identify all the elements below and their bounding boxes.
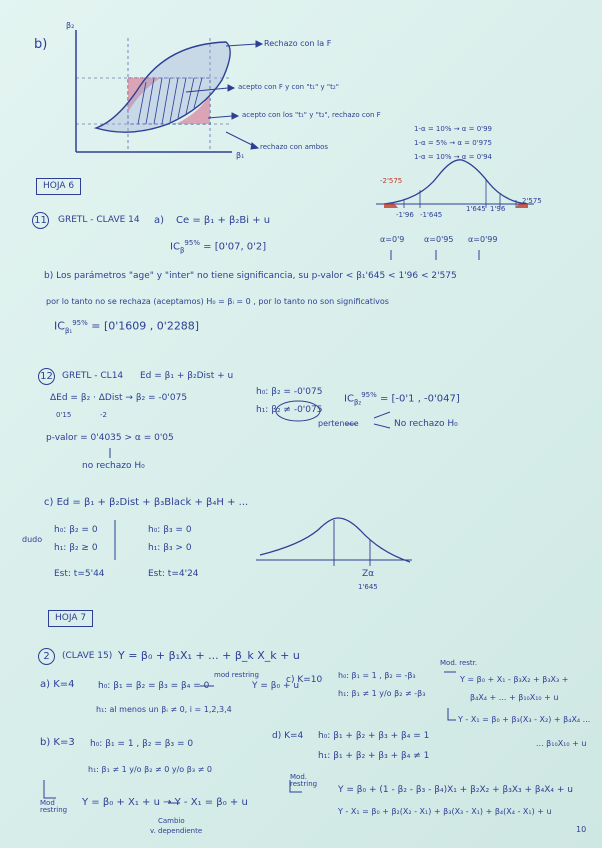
ex12-z-label: Zα [362, 569, 375, 579]
dist-tick: 1'645 [466, 205, 486, 213]
ex12-c-h1-2: h₁: β₃ > 0 [148, 543, 192, 553]
ex12-number-wrap [38, 368, 55, 385]
part-b-label: b) [34, 37, 48, 52]
ex2-a-result: Y = β₀ + u [252, 681, 300, 691]
ex11-part-b-text-2: por lo tanto no se rechaza (aceptamos) H₀ = βᵢ = 0 , por lo tanto no son significativos [46, 297, 389, 306]
annot-accept-t-reject-f: acepto con los "t₁" y "t₂", rechazo con F [242, 111, 381, 119]
ex12-pertenece: pertenece [318, 419, 359, 428]
ex2-a-label: a) K=4 [40, 679, 75, 690]
ex12-c-h0-2: h₀: β₃ = 0 [148, 525, 192, 535]
ex11-ic [170, 240, 266, 254]
ex12-c-h1-1: h₁: β₂ ≥ 0 [54, 543, 98, 553]
annot-reject-both: rechazo con ambos [260, 143, 329, 151]
alpha-line: 1-α = 10% → α = 0'94 [414, 153, 492, 161]
ex2-c-h1: h₁: β₁ ≠ 1 y/o β₂ ≠ -β₃ [338, 689, 426, 698]
ex2-c-result-1: Y = β₀ + X₁ - β₃X₂ + β₃X₃ + [460, 675, 569, 684]
ex2-model: Y = β₀ + β₁X₁ + ... + β_k X_k + u [118, 649, 300, 662]
ex12-header: GRETL - CL14 [62, 371, 124, 381]
ex2-d-h0: h₀: β₁ + β₂ + β₃ + β₄ = 1 [318, 731, 430, 741]
hoja7-title: HOJA 7 [48, 610, 93, 627]
ex12-no-rechazo-2: no rechazo H₀ [82, 461, 145, 471]
ex2-b-mod: Mod restring [40, 799, 68, 814]
ex2-b-label: b) K=3 [40, 737, 75, 748]
annot-accept-f-t: acepto con F y con "t₁" y "t₂" [238, 83, 339, 91]
dist-tick: -1'645 [420, 211, 443, 219]
ex12-pvalue: p-valor = 0'4035 > α = 0'05 [46, 433, 174, 443]
ic-sub: β₂ [353, 398, 362, 407]
ex2-c-result-3: Y - X₁ = β₀ + β₃(X₃ - X₂) + β₄X₄ ... [458, 715, 591, 724]
ex2-number: 2 [38, 648, 55, 665]
ex2-d-mod: Mod. restring [290, 773, 318, 788]
ex2-b-note-2: v. dependiente [150, 827, 203, 835]
ex12-ic [344, 392, 460, 406]
ex2-b-h0: h₀: β₁ = 1 , β₂ = β₃ = 0 [90, 739, 194, 749]
ex12-h1: h₁: β₂ ≠ -0'075 [256, 405, 323, 415]
ex2-a-mod: mod restring [214, 671, 259, 679]
alpha-col: α=0'95 [424, 235, 454, 244]
ex2-d-result-2: Y - X₁ = β₀ + β₂(X₂ - X₁) + β₃(X₃ - X₁) + β₄(X₄ - X₁) + u [338, 807, 552, 816]
ex12-side-label: dudo [22, 535, 43, 544]
ic-sub: β₁ [64, 326, 73, 335]
ex12-c-h0-1: h₀: β₂ = 0 [54, 525, 98, 535]
ic-value: = [0'1609 , 0'2288] [91, 319, 200, 333]
dist-tick: 1'96 [490, 205, 506, 213]
ic-value: = [-0'1 , -0'047] [379, 393, 460, 405]
ex2-d-h1: h₁: β₁ + β₂ + β₃ + β₄ ≠ 1 [318, 751, 430, 761]
ic-label: IC [170, 241, 180, 253]
ex11-number-wrap [32, 212, 49, 229]
ic-sup: 95% [72, 319, 88, 327]
ic-value: = [0'07, 0'2] [203, 241, 267, 253]
ic-sup: 95% [361, 391, 377, 399]
ex2-c-result-4: ... β₁₀X₁₀ + u [536, 739, 587, 748]
page-number: 10 [576, 825, 587, 834]
ex12-no-rechazo-1: No rechazo H₀ [394, 419, 458, 429]
ex2-b-note-1: Cambio [158, 817, 185, 825]
dist-tick: -1'96 [396, 211, 414, 219]
ex12-number: 12 [38, 368, 55, 385]
ic-label: IC [344, 393, 354, 405]
ex2-number-wrap [38, 648, 55, 665]
ex2-d-label: d) K=4 [272, 731, 304, 741]
ex11-ic2 [54, 320, 199, 335]
graph-y-axis-label: β₂ [66, 21, 75, 30]
alpha-col: α=0'99 [468, 235, 498, 244]
ic-label: IC [54, 319, 65, 333]
ex12-model: Ed = β₁ + β₂Dist + u [140, 371, 234, 381]
ex11-model: Ce = β₁ + β₂Bi + u [176, 215, 271, 226]
ex12-delta-line: ΔEd = β₂ · ΔDist → β₂ = -0'075 [50, 393, 188, 403]
ex2-a-h0: h₀: β₁ = β₂ = β₃ = β₄ = 0 [98, 681, 210, 691]
ex12-z-value: 1'645 [358, 583, 378, 591]
ex2-c-h0: h₀: β₁ = 1 , β₂ = -β₃ [338, 671, 416, 680]
ex12-delta-sub1: 0'15 [56, 411, 72, 419]
alpha-line: 1-α = 5% → α = 0'975 [414, 139, 492, 147]
ex2-b-h1: h₁: β₁ ≠ 1 y/o β₂ ≠ 0 y/o β₃ ≠ 0 [88, 765, 212, 774]
ex2-a-h1: h₁: al menos un βᵢ ≠ 0, i = 1,2,3,4 [96, 705, 232, 714]
ic-sup: 95% [184, 239, 200, 247]
ex12-est-2: Est: t=4'24 [148, 569, 199, 579]
ex11-number: 11 [32, 212, 49, 229]
ex11-part-b-text-1: b) Los parámetros "age" y "inter" no tiene significancia, su p-valor < β₁'645 < 1'96 < 2'575 [44, 271, 457, 281]
ex12-h0: h₀: β₂ = -0'075 [256, 387, 323, 397]
ex11-part-a-label: a) [154, 215, 165, 226]
ex2-c-mod: Mod. restr. [440, 659, 478, 667]
ex2-c-result-2: β₄X₄ + ... + β₁₀X₁₀ + u [470, 693, 559, 702]
ic-sub: β [179, 246, 185, 255]
ex12-est-1: Est: t=5'44 [54, 569, 105, 579]
hoja6-title: HOJA 6 [36, 178, 81, 195]
ex12-delta-sub2: -2 [100, 411, 107, 419]
ex2-b-result: Y = β₀ + X₁ + u → Y - X₁ = β₀ + u [82, 797, 248, 808]
ex2-c-label: c) K=10 [286, 675, 323, 685]
alpha-col: α=0'9 [380, 235, 405, 244]
ex2-header: (CLAVE 15) [62, 651, 113, 661]
dist-tick: 2'575 [522, 197, 542, 205]
ex11-header: GRETL - CLAVE 14 [58, 215, 140, 225]
alpha-line: 1-α = 10% → α = 0'99 [414, 125, 492, 133]
dist-left-label: -2'575 [380, 177, 403, 185]
graph-x-axis-label: β₁ [236, 151, 245, 160]
ex2-d-result-1: Y = β₀ + (1 - β₂ - β₃ - β₄)X₁ + β₂X₂ + β₃X₃ + β₄X₄ + u [338, 785, 573, 795]
annot-reject-f: Rechazo con la F [264, 39, 332, 48]
ex12-part-c: c) Ed = β₁ + β₂Dist + β₃Black + β₄H + ... [44, 497, 249, 508]
